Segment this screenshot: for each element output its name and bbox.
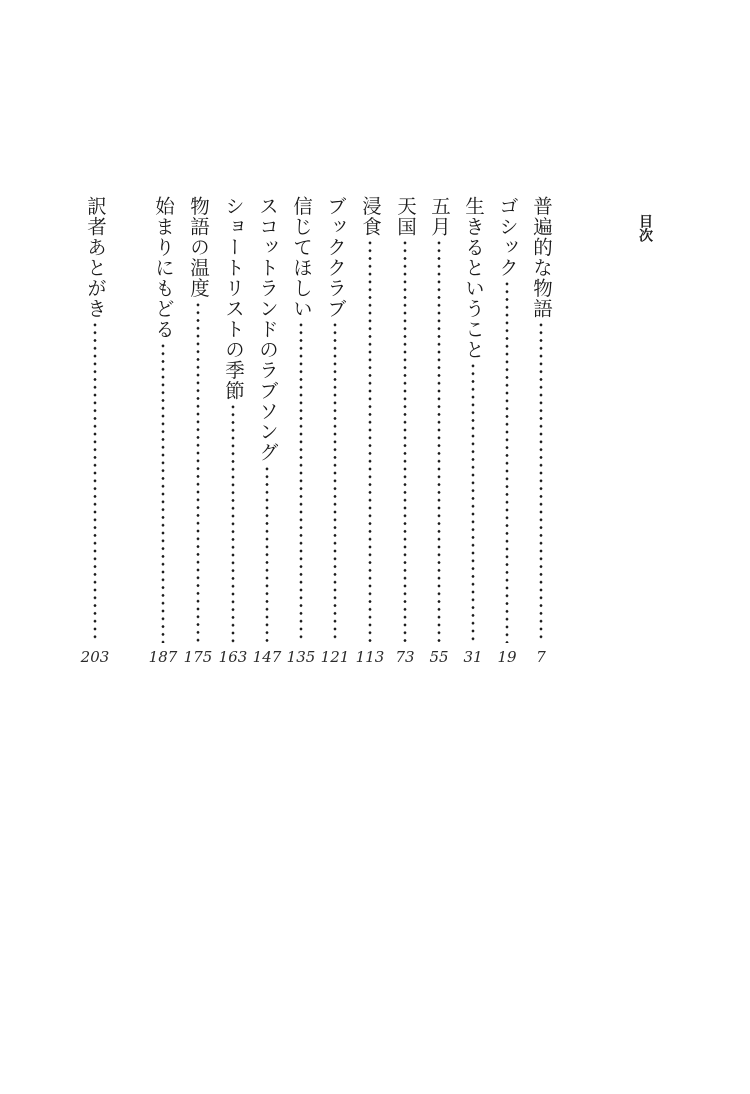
toc-entry-10[interactable] xyxy=(221,196,245,643)
toc-page-number: 121 xyxy=(320,648,350,666)
dot-leader xyxy=(495,280,519,643)
toc-entry-title: 始まりにもどる xyxy=(152,196,175,340)
dot-leader xyxy=(83,321,107,643)
toc-entry-title: 普遍的な物語 xyxy=(530,196,553,319)
toc-entry-title: ブッククラブ xyxy=(324,196,347,319)
toc-page-number: 7 xyxy=(536,648,546,666)
toc-page-number: 135 xyxy=(286,648,316,666)
toc-page-number: 163 xyxy=(218,648,248,666)
toc-page-number: 203 xyxy=(80,648,110,666)
toc-entry-title: スコットランドのラブソング xyxy=(256,196,279,463)
toc-entry-title: 浸食 xyxy=(359,196,382,237)
toc-entry-11[interactable] xyxy=(186,196,210,643)
dot-leader xyxy=(358,239,382,643)
toc-page-number: 113 xyxy=(355,648,385,666)
toc-entry-3[interactable] xyxy=(461,196,485,643)
toc-entry-title: 信じてほしい xyxy=(290,196,313,319)
dot-leader xyxy=(427,239,451,643)
toc-entry-5[interactable] xyxy=(393,196,417,643)
toc-page-number: 187 xyxy=(148,648,178,666)
dot-leader xyxy=(221,403,245,643)
toc-page-number: 175 xyxy=(183,648,213,666)
toc-entry-1[interactable] xyxy=(529,196,553,643)
dot-leader xyxy=(255,465,279,644)
toc-entry-13[interactable] xyxy=(83,196,107,643)
dot-leader xyxy=(151,342,175,644)
toc-entry-4[interactable] xyxy=(427,196,451,643)
toc-page-number: 31 xyxy=(463,648,483,666)
toc-entry-7[interactable] xyxy=(323,196,347,643)
toc-page-number: 147 xyxy=(252,648,282,666)
toc-entry-6[interactable] xyxy=(358,196,382,643)
toc-entry-12[interactable] xyxy=(151,196,175,643)
toc-entry-2[interactable] xyxy=(495,196,519,643)
toc-heading: 目次 xyxy=(637,214,653,242)
toc-entry-9[interactable] xyxy=(255,196,279,643)
toc-entry-title: 生きるということ xyxy=(462,196,485,360)
dot-leader xyxy=(186,301,210,644)
dot-leader xyxy=(323,321,347,643)
toc-entry-title: 天国 xyxy=(394,196,417,237)
toc-entry-title: 物語の温度 xyxy=(187,196,210,299)
toc-page-number: 19 xyxy=(497,648,517,666)
toc-page-number: 73 xyxy=(395,648,415,666)
dot-leader xyxy=(289,321,313,643)
toc-entry-8[interactable] xyxy=(289,196,313,643)
dot-leader xyxy=(461,362,485,643)
dot-leader xyxy=(529,321,553,643)
toc-page-number: 55 xyxy=(429,648,449,666)
toc-entry-title: ゴシック xyxy=(496,196,519,278)
toc-entry-title: 訳者あとがき xyxy=(84,196,107,319)
toc-entry-title: ショートリストの季節 xyxy=(222,196,245,401)
toc-entry-title: 五月 xyxy=(428,196,451,237)
dot-leader xyxy=(393,239,417,643)
